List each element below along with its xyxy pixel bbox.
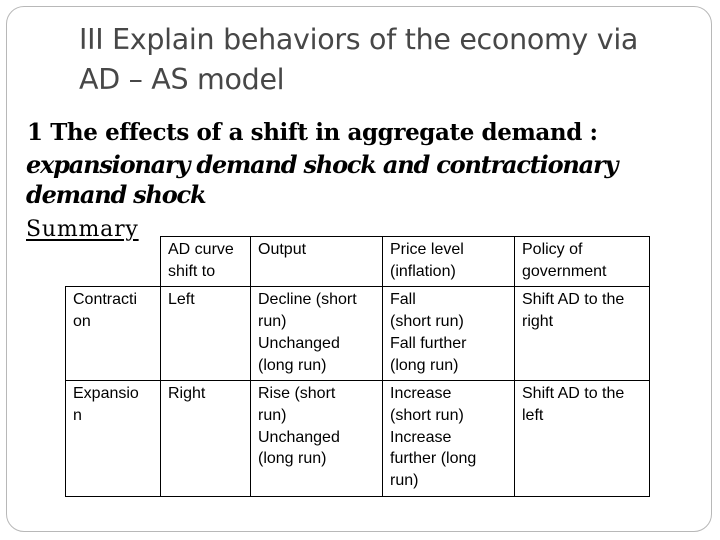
- shock-heading-line-2: demand shock: [26, 180, 206, 209]
- slide-title-line-1: III Explain behaviors of the economy via: [79, 23, 639, 56]
- summary-label: [26, 216, 139, 244]
- table-corner-cell: [66, 237, 161, 287]
- shift-cell: Right: [161, 381, 251, 497]
- header-price-level: Price level (inflation): [383, 237, 515, 287]
- row-label-cell: Contracti on: [66, 287, 161, 381]
- slide-title: [79, 20, 699, 100]
- output-cell: Decline (short run) Unchanged (long run): [251, 287, 383, 381]
- price-cell: Increase (short run) Increase further (long run): [383, 381, 515, 497]
- summary-table: [65, 236, 650, 497]
- header-ad-curve-shift: AD curve shift to: [161, 237, 251, 287]
- price-cell: Fall (short run) Fall further (long run): [383, 287, 515, 381]
- summary-label-text: Summary: [26, 217, 139, 242]
- shock-heading-line-1: expansionary demand shock and contractionary: [26, 150, 618, 179]
- header-policy: Policy of government: [515, 237, 650, 287]
- table-row: [66, 381, 650, 497]
- table-row: [66, 287, 650, 381]
- output-cell: Rise (short run) Unchanged (long run): [251, 381, 383, 497]
- shift-cell: Left: [161, 287, 251, 381]
- slide-title-line-2: AD – AS model: [79, 63, 285, 96]
- shock-heading: [26, 150, 706, 210]
- policy-cell: Shift AD to the left: [515, 381, 650, 497]
- section-heading: 1 The effects of a shift in aggregate demand :: [27, 119, 598, 146]
- header-output: Output: [251, 237, 383, 287]
- policy-cell: Shift AD to the right: [515, 287, 650, 381]
- row-label-cell: Expansio n: [66, 381, 161, 497]
- table-header-row: [66, 237, 650, 287]
